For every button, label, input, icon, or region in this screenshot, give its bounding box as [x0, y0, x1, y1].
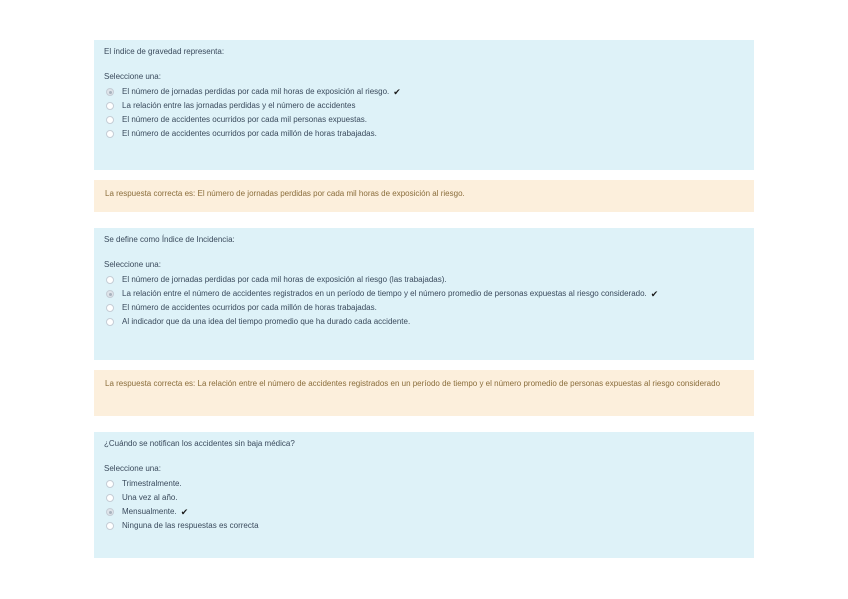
radio-button[interactable] [106, 494, 114, 502]
option-label: Al indicador que da una idea del tiempo promedio que ha durado cada accidente. [122, 317, 411, 326]
check-icon: ✔ [180, 507, 189, 517]
radio-button[interactable] [106, 102, 114, 110]
correct-answer-feedback: La respuesta correcta es: El número de jornadas perdidas por cada mil horas de exposición al riesgo. [94, 180, 754, 212]
question-3 [94, 432, 754, 558]
answer-option[interactable] [104, 315, 744, 329]
radio-button[interactable] [106, 318, 114, 326]
option-label: La relación entre el número de accidentes registrados en un período de tiempo y el número promedio de personas expuestas al riesgo considerado. [122, 289, 647, 298]
select-prompt: Seleccione una: [104, 464, 161, 473]
option-label: El número de accidentes ocurridos por cada millón de horas trabajadas. [122, 303, 377, 312]
question-1 [94, 40, 754, 170]
check-icon: ✔ [650, 289, 659, 299]
radio-button[interactable] [106, 88, 114, 96]
radio-button[interactable] [106, 290, 114, 298]
question-text: El índice de gravedad representa: [104, 47, 225, 56]
option-label: El número de accidentes ocurridos por cada mil personas expuestas. [122, 115, 368, 124]
radio-button[interactable] [106, 304, 114, 312]
answer-option[interactable] [104, 287, 744, 301]
radio-button[interactable] [106, 522, 114, 530]
option-label: El número de jornadas perdidas por cada mil horas de exposición al riesgo (las trabajadas). [122, 275, 447, 284]
answer-option[interactable] [104, 301, 744, 315]
radio-button[interactable] [106, 130, 114, 138]
option-label: Trimestralmente. [122, 479, 182, 488]
select-prompt: Seleccione una: [104, 260, 161, 269]
option-label: La relación entre las jornadas perdidas y el número de accidentes [122, 101, 356, 110]
answer-option[interactable] [104, 519, 744, 533]
option-label: Ninguna de las respuestas es correcta [122, 521, 259, 530]
answer-option[interactable] [104, 273, 744, 287]
answer-option[interactable] [104, 505, 744, 519]
question-2 [94, 228, 754, 360]
radio-button[interactable] [106, 116, 114, 124]
question-text: ¿Cuándo se notifican los accidentes sin baja médica? [104, 439, 295, 448]
answer-option[interactable] [104, 99, 744, 113]
answer-option[interactable] [104, 491, 744, 505]
question-text: Se define como Índice de Incidencia: [104, 235, 235, 244]
option-label: Una vez al año. [122, 493, 178, 502]
option-label: El número de accidentes ocurridos por cada millón de horas trabajadas. [122, 129, 377, 138]
option-label: El número de jornadas perdidas por cada mil horas de exposición al riesgo. [122, 87, 390, 96]
answer-option[interactable] [104, 477, 744, 491]
radio-button[interactable] [106, 480, 114, 488]
correct-answer-feedback: La respuesta correcta es: La relación entre el número de accidentes registrados en un período de tiempo y el número promedio de personas expuestas al riesgo considerado [94, 370, 754, 416]
option-label: Mensualmente. [122, 507, 177, 516]
select-prompt: Seleccione una: [104, 72, 161, 81]
radio-button[interactable] [106, 276, 114, 284]
radio-button[interactable] [106, 508, 114, 516]
answer-option[interactable] [104, 85, 744, 99]
answer-option[interactable] [104, 127, 744, 141]
check-icon: ✔ [393, 87, 401, 97]
answer-option[interactable] [104, 113, 744, 127]
